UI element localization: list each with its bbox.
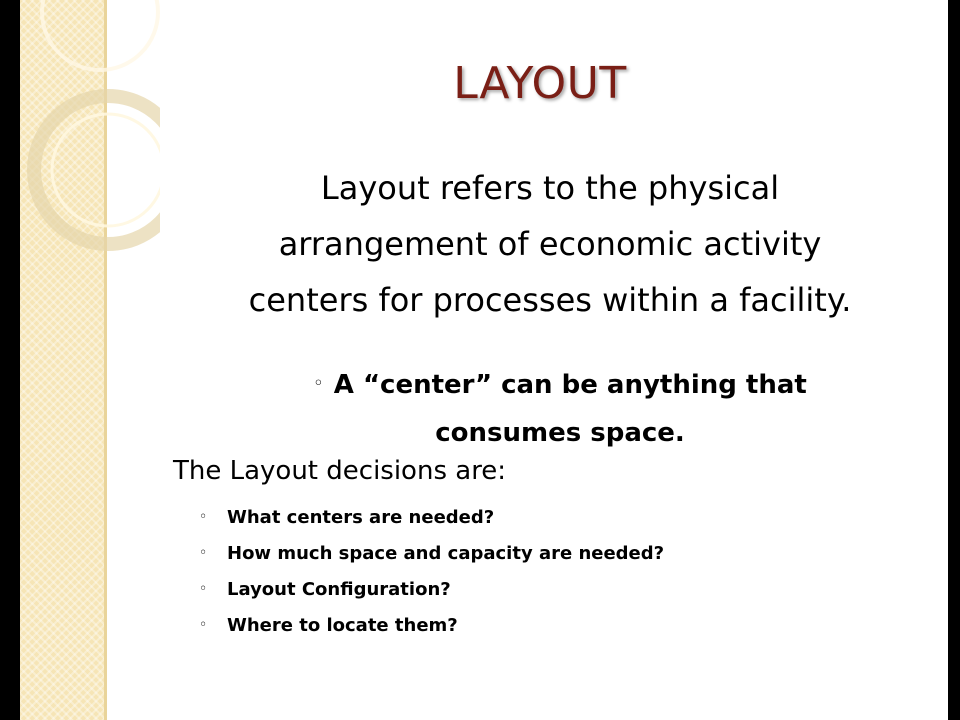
circle-bullet-icon: ◦ bbox=[199, 509, 208, 525]
list-item-text: What centers are needed? bbox=[227, 507, 495, 528]
decisions-list bbox=[199, 499, 664, 643]
decisions-heading: The Layout decisions are: bbox=[173, 456, 507, 486]
center-note-line: A “center” can be anything that bbox=[333, 370, 807, 400]
definition-line: arrangement of economic activity bbox=[278, 225, 822, 263]
decorative-circles bbox=[0, 0, 160, 260]
slide-title: LAYOUT bbox=[453, 58, 627, 109]
definition-line: centers for processes within a facility. bbox=[248, 281, 852, 319]
circle-bullet-icon: ◦ bbox=[199, 581, 208, 597]
circle-bullet-icon: ◦ bbox=[199, 617, 208, 633]
center-note bbox=[230, 360, 890, 457]
list-item-text: Layout Configuration? bbox=[227, 579, 451, 600]
list-item bbox=[199, 571, 664, 607]
list-item-text: How much space and capacity are needed? bbox=[227, 543, 665, 564]
list-item bbox=[199, 607, 664, 643]
list-item-text: Where to locate them? bbox=[227, 615, 458, 636]
definition-text bbox=[170, 160, 930, 328]
definition-line: Layout refers to the physical bbox=[320, 169, 780, 207]
circle-bullet-icon: ◦ bbox=[199, 545, 208, 561]
circle-bullet-icon: ◦ bbox=[313, 373, 324, 394]
center-note-line: consumes space. bbox=[435, 418, 685, 448]
list-item bbox=[199, 499, 664, 535]
list-item bbox=[199, 535, 664, 571]
